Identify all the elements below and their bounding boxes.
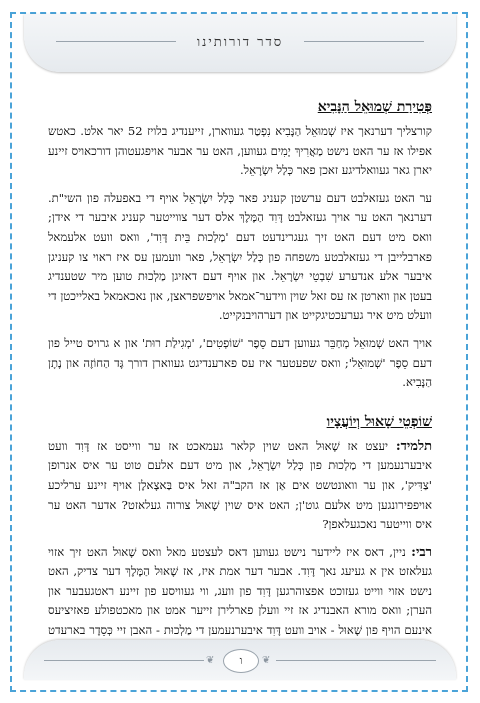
speaker-student: תלמיד:	[395, 438, 433, 454]
footer-line-right	[276, 660, 436, 661]
page-footer	[24, 640, 456, 680]
section-heading-1: פְּטִירַת שְׁמוּאֵל הַנָּבִיא	[317, 99, 432, 115]
section-heading-2: שׁוֹפְטֵי שָׁאוּל וְיוֹעֲצָיו	[326, 413, 432, 430]
page-number: ו	[223, 649, 259, 673]
main-text	[48, 96, 433, 638]
paragraph-3: אויך האט שְׁמוּאֵל מְחַבֵּר געווען דעם סֵפֶר 'שׁוֹפְטִים', 'מְגִילַת רוּת' און א גרויס טייל פון דעם סֵפֶר 'שְׁמוּאֵל'; וואס שפעטער איז עס פארענדיגט געווארן דורך גָּד הַחוֹזֶה און נָתָן הַנָּבִיא.	[48, 335, 432, 390]
header-ornament-line-right	[304, 41, 424, 42]
footer-line-left	[44, 660, 204, 661]
swirl-ornament-left-icon: ❦	[206, 655, 215, 666]
paragraph-1: קורצליך דערנאך איז שְׁמוּאֵל הַנָּבִיא נִפְטַר געווארן, זייענדיג בלויז 52 יאר אלט. כאטש אפילו אז ער האט נישט מַאֲרִיךְ יָמִים געווען, האט ער אבער אויפגעטוהן דורכאויס זיינע יארן גאר געוואלדיגע זאכן פאר כְּלַל יִשְׂרָאֵל.	[48, 124, 432, 178]
dialogue-student	[48, 437, 432, 535]
student-text: יעצט אז שָׁאוּל האט שוין קלאר געמאכט אז ער ווייסט אז דָּוִד וועט איבערנעמען די מַלְכוּת פון כְּלַל יִשְׂרָאֵל, און מיט דעם אלעם טוט ער איס אנרופן 'צַדִּיק', און ער וואונטשט אים אַן אז הקב"ה זאל איס בַּאצָאלֶן אויף זיינע ערליכע אויפפירונגען מיט אלעם גוט'ן; האט איס שוין שָׁאוּל צורוה געלאזט? אדער האט ער איס ווייטער נאכגעלאפן?	[48, 438, 432, 532]
rabbi-text: ניין, דאס איז ליידער נישט געווען דאס לעצטע מאל וואס שָׁאוּל האט זיך אזוי געלאזט אין א געיעג נאך דָּוִד. אבער דער אמת איז, אז שָׁאוּל הַמֶּלֶךְ דער צדיק, האט נישט אזוי ווייט געזוכט אפצוהרגען דָּוִד פון וועג, ווי געוויסע פון זיינע ראטגעבער און הערן; וואס מורא האבנדיג אז זיי וועלן פארלירן זייער אמט און מאכטפולע פאזיציעס אינעם הויף פון שָׁאוּל - אויב וועט דָּוִד איבערנעמען די מַלְכוּת - האבן זיי כְּסֵדֶר בארעדט	[48, 544, 432, 638]
swirl-ornament-right-icon: ❦	[262, 655, 271, 666]
page-header	[24, 14, 456, 72]
paragraph-2: ער האט געזאלבט דעם ערשטן קעניג פאר כְּלַל יִשְׂרָאֵל אויף די באפעלה פון השי"ת. דערנאך האט ער אויך געזאלבט דָּוִד הַמֶּלֶךְ אלס דער צווייטער קעניג איבער די אידן; וואס מיט דעם האט זיך געגרינדעט דעם 'מַלְכוּת בֵּית דָּוִד', וואס וועט אלעמאל פארבלייבן די געזאלבטע משפחה פון כְּלַל יִשְׂרָאֵל, פאר וועמען עס איז ראוי צו קעניגן איבער אלע אנדערע שִׁבְטֵי יִשְׂרָאֵל. און אויף דעם דאזיגן מַלְכוּת טוען מיר שטענדיג בעטן און ווארטן אז עס זאל שוין ווידער־אמאל אויפשפראצן, און נאכאמאל באלייכטן די וועלט מיט איר גערעכטיגקייט און דערהויבנקייט.	[48, 190, 432, 323]
running-title: סדר דורותינו	[196, 35, 284, 50]
speaker-rabbi: רבי:	[411, 544, 433, 560]
